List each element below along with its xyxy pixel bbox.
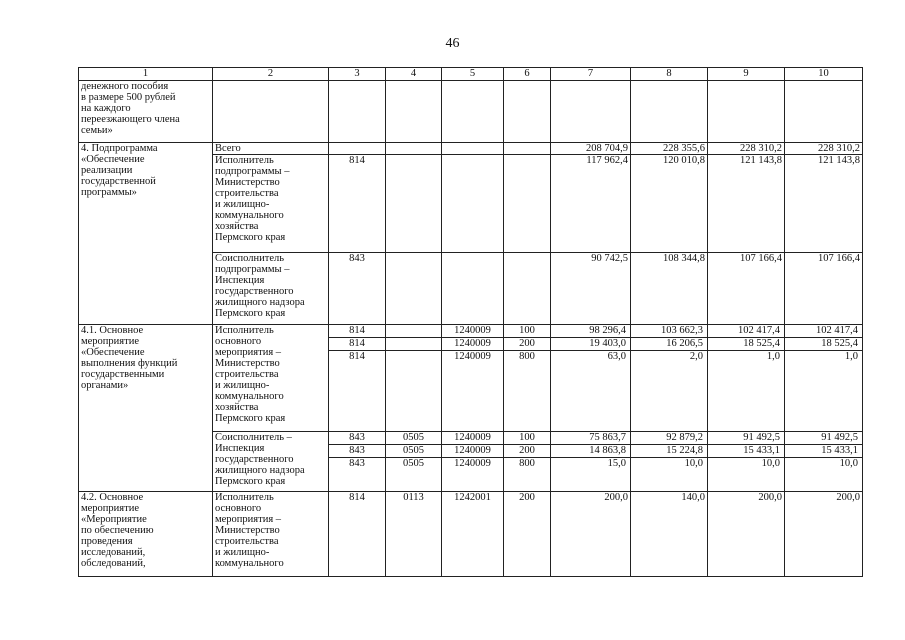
type-cell	[504, 432, 551, 492]
target-cell	[442, 143, 504, 155]
subline-value: 18 525,4	[785, 338, 862, 351]
table-row	[79, 492, 863, 577]
subline-value: 10,0	[761, 458, 780, 469]
section-cell	[386, 253, 442, 325]
subline-value: 15,0	[607, 458, 626, 469]
target-cell	[442, 432, 504, 492]
subline-value: 843	[329, 432, 385, 445]
amount-cell	[551, 81, 631, 143]
amount-cell	[551, 325, 631, 432]
type-cell: 200	[504, 492, 551, 577]
amount-cell: 117 962,4	[551, 155, 631, 253]
type-cell	[504, 253, 551, 325]
subline-value: 0505	[386, 445, 441, 458]
amount-cell	[785, 432, 863, 492]
code-cell: 814	[329, 155, 386, 253]
executor-cell: Исполнитель подпрограммы – Министерство строительства и жилищно- коммунального хозяйства Пермского края	[213, 155, 329, 253]
code-cell	[329, 143, 386, 155]
amount-cell	[785, 81, 863, 143]
subline-value: 100	[504, 325, 550, 338]
column-number-cell: 3	[329, 68, 386, 81]
amount-cell	[631, 432, 708, 492]
subline-value: 200	[504, 445, 550, 458]
section-cell	[386, 81, 442, 143]
subline-value: 800	[519, 458, 535, 469]
column-number-cell: 9	[708, 68, 785, 81]
subline-value: 92 879,2	[631, 432, 707, 445]
executor-cell: Соисполнитель подпрограммы – Инспекция государственного жилищного надзора Пермского края	[213, 253, 329, 325]
target-cell: 1242001	[442, 492, 504, 577]
amount-cell	[708, 432, 785, 492]
executor-cell: Исполнитель основного мероприятия – Министерство строительства и жилищно- коммунального	[213, 492, 329, 577]
type-cell	[504, 81, 551, 143]
column-number-row	[79, 68, 863, 81]
subline-value: 91 492,5	[785, 432, 862, 445]
subline-value: 10,0	[839, 458, 858, 469]
subline-value: 1,0	[766, 351, 780, 362]
subline-value: 19 403,0	[551, 338, 630, 351]
amount-cell	[631, 325, 708, 432]
amount-cell: 200,0	[551, 492, 631, 577]
amount-cell	[708, 325, 785, 432]
section-cell	[386, 143, 442, 155]
amount-cell: 90 742,5	[551, 253, 631, 325]
section-cell	[386, 155, 442, 253]
subline-value: 75 863,7	[551, 432, 630, 445]
target-cell	[442, 325, 504, 432]
subline-value: 1240009	[442, 338, 503, 351]
subline-value: 814	[349, 351, 365, 362]
section-cell	[386, 432, 442, 492]
subline-value: 63,0	[607, 351, 626, 362]
column-number-cell: 6	[504, 68, 551, 81]
amount-cell: 228 310,2	[708, 143, 785, 155]
subline-value: 843	[329, 445, 385, 458]
code-cell	[329, 432, 386, 492]
subline-value: 1240009	[454, 458, 491, 469]
column-number-cell: 5	[442, 68, 504, 81]
subline-value: 2,0	[689, 351, 703, 362]
target-cell	[442, 155, 504, 253]
subline-value	[386, 338, 441, 351]
amount-cell	[631, 81, 708, 143]
subline-value: 1240009	[454, 351, 491, 362]
amount-cell: 228 355,6	[631, 143, 708, 155]
executor-cell	[213, 81, 329, 143]
amount-cell: 107 166,4	[708, 253, 785, 325]
subline-value: 814	[329, 338, 385, 351]
page-number: 46	[445, 36, 460, 51]
subline-value: 15 433,1	[785, 445, 862, 458]
amount-cell: 208 704,9	[551, 143, 631, 155]
subline-value: 98 296,4	[551, 325, 630, 338]
subline-value: 200	[504, 338, 550, 351]
subline-value: 102 417,4	[785, 325, 862, 338]
amount-cell: 108 344,8	[631, 253, 708, 325]
budget-table	[78, 67, 863, 577]
column-number-cell: 4	[386, 68, 442, 81]
amount-cell: 120 010,8	[631, 155, 708, 253]
subline-value: 16 206,5	[631, 338, 707, 351]
activity-name-cell: денежного пособия в размере 500 рублей на каждого переезжающего члена семьи»	[79, 81, 213, 143]
amount-cell: 200,0	[708, 492, 785, 577]
amount-cell	[551, 432, 631, 492]
subline-value: 15 224,8	[631, 445, 707, 458]
subline-value	[386, 351, 441, 362]
subline-value: 814	[329, 325, 385, 338]
subline-value: 102 417,4	[708, 325, 784, 338]
amount-cell: 121 143,8	[708, 155, 785, 253]
subline-value: 18 525,4	[708, 338, 784, 351]
subline-value: 0505	[386, 432, 441, 445]
subline-value: 10,0	[684, 458, 703, 469]
amount-cell: 200,0	[785, 492, 863, 577]
subline-value: 15 433,1	[708, 445, 784, 458]
amount-cell: 107 166,4	[785, 253, 863, 325]
activity-name-cell: 4. Подпрограмма «Обеспечение реализации государственной программы»	[79, 143, 213, 325]
amount-cell	[708, 81, 785, 143]
type-cell	[504, 325, 551, 432]
table-row	[79, 143, 863, 155]
target-cell	[442, 253, 504, 325]
column-number-cell: 10	[785, 68, 863, 81]
subline-value: 0505	[403, 458, 424, 469]
subline-value: 100	[504, 432, 550, 445]
section-cell: 0113	[386, 492, 442, 577]
target-cell	[442, 81, 504, 143]
amount-cell: 121 143,8	[785, 155, 863, 253]
subline-value: 800	[519, 351, 535, 362]
activity-name-cell: 4.2. Основное мероприятие «Мероприятие по обеспечению проведения исследований, обследований,	[79, 492, 213, 577]
subline-value: 1240009	[442, 325, 503, 338]
subline-value: 14 863,8	[551, 445, 630, 458]
column-number-cell: 1	[79, 68, 213, 81]
executor-cell: Исполнитель основного мероприятия – Министерство строительства и жилищно- коммунального хозяйства Пермского края	[213, 325, 329, 432]
subline-value: 103 662,3	[631, 325, 707, 338]
type-cell	[504, 155, 551, 253]
subline-value: 1240009	[442, 432, 503, 445]
table-row	[79, 81, 863, 143]
amount-cell: 140,0	[631, 492, 708, 577]
subline-value: 91 492,5	[708, 432, 784, 445]
code-cell: 814	[329, 492, 386, 577]
amount-cell: 228 310,2	[785, 143, 863, 155]
subline-value: 1240009	[442, 445, 503, 458]
type-cell	[504, 143, 551, 155]
code-cell	[329, 81, 386, 143]
column-number-cell: 2	[213, 68, 329, 81]
section-cell	[386, 325, 442, 432]
executor-cell: Соисполнитель – Инспекция государственного жилищного надзора Пермского края	[213, 432, 329, 492]
subline-value	[386, 325, 441, 338]
column-number-cell: 7	[551, 68, 631, 81]
code-cell	[329, 325, 386, 432]
column-number-cell: 8	[631, 68, 708, 81]
amount-cell	[785, 325, 863, 432]
code-cell: 843	[329, 253, 386, 325]
table-row	[79, 325, 863, 432]
executor-cell: Всего	[213, 143, 329, 155]
activity-name-cell: 4.1. Основное мероприятие «Обеспечение выполнения функций государственными органами»	[79, 325, 213, 492]
subline-value: 1,0	[844, 351, 858, 362]
subline-value: 843	[349, 458, 365, 469]
